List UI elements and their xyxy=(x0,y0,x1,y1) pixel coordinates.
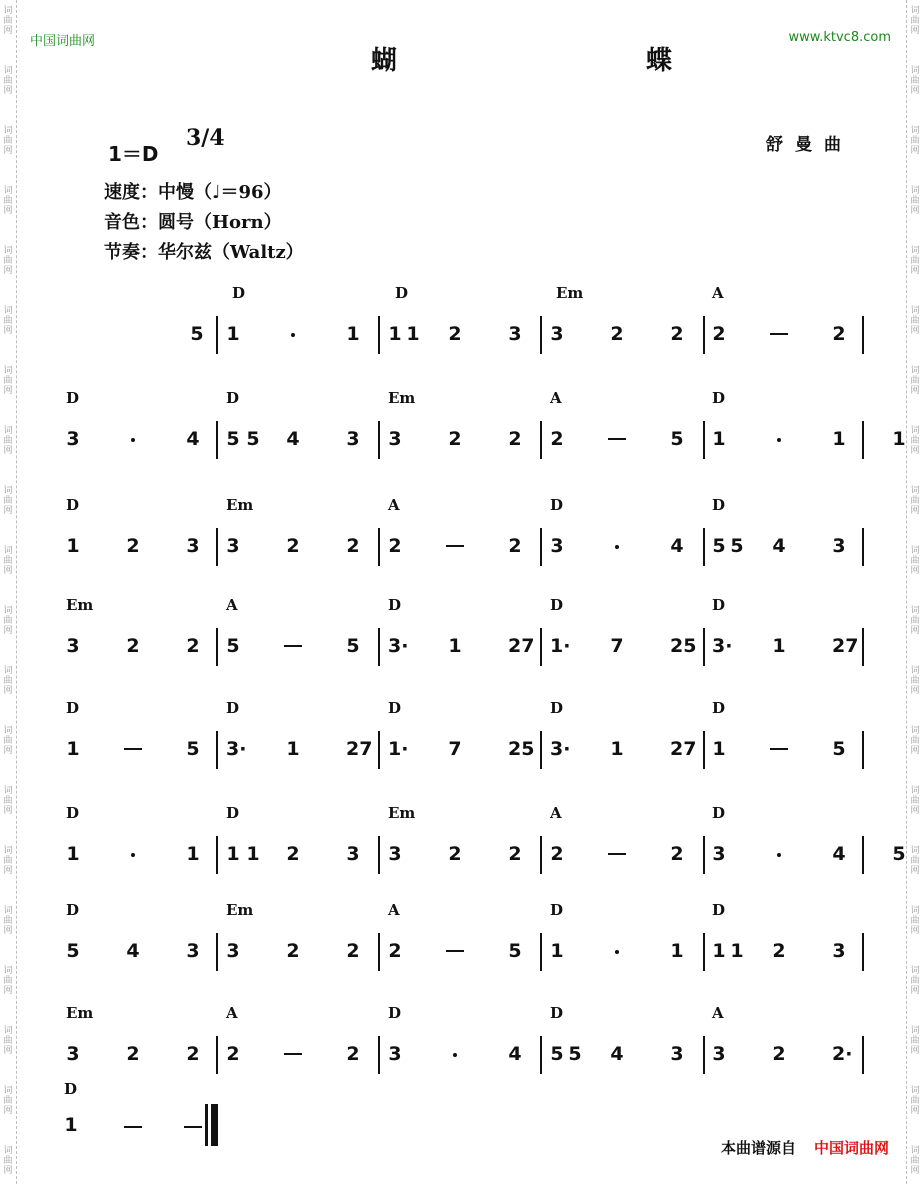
chord-symbol: D xyxy=(226,389,240,407)
bar-line xyxy=(540,421,542,459)
bar-line xyxy=(216,731,218,769)
bar-line xyxy=(540,528,542,566)
bar-line xyxy=(862,836,864,874)
bar-line xyxy=(378,528,380,566)
jianpu-note: 1 xyxy=(772,635,786,657)
chord-symbol: D xyxy=(66,389,80,407)
composer-credit: 舒曼曲 xyxy=(766,135,853,155)
margin-watermark-glyph: 词曲网 xyxy=(3,366,13,396)
chord-symbol: Em xyxy=(388,389,416,407)
jianpu-note: 1 xyxy=(286,738,300,760)
sustain-dash xyxy=(124,1126,142,1128)
bar-line xyxy=(378,421,380,459)
rhythm-info: 节奏：华尔兹（Waltz） xyxy=(104,242,304,263)
chord-symbol: D xyxy=(388,1004,402,1022)
chord-symbol: Em xyxy=(388,804,416,822)
chord-symbol: D xyxy=(66,496,80,514)
bar-line xyxy=(540,316,542,354)
jianpu-note: 2 xyxy=(550,843,564,865)
margin-watermark-glyph: 词曲网 xyxy=(910,846,920,876)
bar-line xyxy=(703,1036,705,1074)
margin-watermark-glyph: 词曲网 xyxy=(3,786,13,816)
chord-symbol: D xyxy=(550,496,564,514)
bar-line xyxy=(378,933,380,971)
jianpu-note: 2 xyxy=(388,940,402,962)
margin-watermark-glyph: 词曲网 xyxy=(3,66,13,96)
jianpu-note: 2 xyxy=(286,535,300,557)
sustain-dash xyxy=(446,950,464,952)
margin-watermark-glyph: 词曲网 xyxy=(3,906,13,936)
duration-dot xyxy=(131,853,135,857)
bar-line xyxy=(540,836,542,874)
margin-watermark-glyph: 词曲网 xyxy=(910,486,920,516)
jianpu-note: 1· xyxy=(550,635,571,657)
chord-symbol: D xyxy=(226,804,240,822)
bar-line xyxy=(862,731,864,769)
jianpu-note: 1 xyxy=(712,428,726,450)
jianpu-note: 5 xyxy=(712,535,726,557)
sustain-dash xyxy=(770,748,788,750)
margin-watermark-glyph: 词曲网 xyxy=(3,6,13,36)
jianpu-note: 2 xyxy=(226,1043,240,1065)
jianpu-note: 5 xyxy=(832,738,846,760)
bar-line xyxy=(703,731,705,769)
bar-line xyxy=(216,933,218,971)
duration-dot xyxy=(615,950,619,954)
jianpu-note: 1 xyxy=(670,940,684,962)
bar-line xyxy=(378,1036,380,1074)
chord-symbol: D xyxy=(712,901,726,919)
jianpu-note: 1 xyxy=(550,940,564,962)
duration-dot xyxy=(453,1053,457,1057)
jianpu-note: 1 xyxy=(448,635,462,657)
jianpu-note: 2 xyxy=(610,323,624,345)
bar-line xyxy=(862,628,864,666)
jianpu-note: 3 xyxy=(670,1043,684,1065)
jianpu-note: 5 xyxy=(508,940,522,962)
jianpu-note: 7 xyxy=(610,635,624,657)
left-margin-strip xyxy=(0,0,17,1184)
chord-symbol: D xyxy=(550,699,564,717)
tempo-info: 速度：中慢（♩＝96） xyxy=(104,182,282,203)
jianpu-note: 3 xyxy=(186,535,200,557)
jianpu-note: 2 xyxy=(772,1043,786,1065)
bar-line xyxy=(703,933,705,971)
margin-watermark-glyph: 词曲网 xyxy=(3,426,13,456)
chord-symbol: D xyxy=(712,699,726,717)
margin-watermark-glyph: 词曲网 xyxy=(3,666,13,696)
margin-watermark-glyph: 词曲网 xyxy=(910,1146,920,1176)
margin-watermark-glyph: 词曲网 xyxy=(910,606,920,636)
margin-watermark-glyph: 词曲网 xyxy=(910,906,920,936)
margin-watermark-glyph: 词曲网 xyxy=(3,846,13,876)
chord-symbol: Em xyxy=(556,284,584,302)
jianpu-note: 3 xyxy=(712,1043,726,1065)
duration-dot xyxy=(131,438,135,442)
duration-dot xyxy=(777,853,781,857)
jianpu-note: 5 xyxy=(246,428,260,450)
jianpu-note: 3· xyxy=(712,635,733,657)
jianpu-note: 27 xyxy=(832,635,859,657)
jianpu-note: 3 xyxy=(508,323,522,345)
song-title: 蝴 蝶 xyxy=(370,46,793,76)
jianpu-note: 7 xyxy=(448,738,462,760)
chord-symbol: D xyxy=(388,596,402,614)
sustain-dash xyxy=(446,545,464,547)
jianpu-note: 1 xyxy=(66,535,80,557)
jianpu-note: 3 xyxy=(388,1043,402,1065)
margin-watermark-glyph: 词曲网 xyxy=(3,126,13,156)
bar-line xyxy=(703,628,705,666)
final-bar-thin xyxy=(205,1104,208,1146)
jianpu-note: 2 xyxy=(126,1043,140,1065)
sustain-dash xyxy=(608,853,626,855)
site-name-left[interactable]: 中国词曲网 xyxy=(30,34,96,49)
margin-watermark-glyph: 词曲网 xyxy=(3,306,13,336)
key-signature: 1＝D xyxy=(108,142,159,166)
jianpu-note: 5 xyxy=(730,535,744,557)
chord-symbol: D xyxy=(395,284,409,302)
chord-symbol: D xyxy=(712,496,726,514)
jianpu-note: 5 xyxy=(670,428,684,450)
jianpu-note: 2 xyxy=(346,1043,360,1065)
right-margin-strip xyxy=(906,0,923,1184)
chord-symbol: D xyxy=(550,901,564,919)
jianpu-note: 2· xyxy=(832,1043,853,1065)
jianpu-note: 3 xyxy=(832,940,846,962)
site-url-right[interactable]: www.ktvc8.com xyxy=(788,30,891,45)
jianpu-note: 4 xyxy=(186,428,200,450)
jianpu-note: 3 xyxy=(346,843,360,865)
jianpu-note: 25 xyxy=(508,738,535,760)
jianpu-note: 3 xyxy=(66,428,80,450)
bar-line xyxy=(378,628,380,666)
jianpu-note: 2 xyxy=(186,635,200,657)
chord-symbol: D xyxy=(66,699,80,717)
chord-symbol: D xyxy=(550,596,564,614)
chord-symbol: D xyxy=(64,1080,78,1098)
sustain-dash xyxy=(284,645,302,647)
jianpu-note: 2 xyxy=(670,843,684,865)
bar-line xyxy=(216,1036,218,1074)
margin-watermark-glyph: 词曲网 xyxy=(910,786,920,816)
jianpu-note: 1· xyxy=(388,738,409,760)
margin-watermark-glyph: 词曲网 xyxy=(910,6,920,36)
bar-line xyxy=(862,1036,864,1074)
jianpu-note: 4 xyxy=(286,428,300,450)
margin-watermark-glyph: 词曲网 xyxy=(3,966,13,996)
jianpu-note: 2 xyxy=(508,843,522,865)
chord-symbol: A xyxy=(388,901,400,919)
jianpu-note: 3· xyxy=(388,635,409,657)
jianpu-note: 25 xyxy=(670,635,697,657)
jianpu-note: 3 xyxy=(712,843,726,865)
chord-symbol: D xyxy=(388,699,402,717)
jianpu-note: 2 xyxy=(448,323,462,345)
margin-watermark-glyph: 词曲网 xyxy=(910,1086,920,1116)
jianpu-note: 4 xyxy=(772,535,786,557)
margin-watermark-glyph: 词曲网 xyxy=(910,726,920,756)
jianpu-note: 1 xyxy=(406,323,420,345)
margin-watermark-glyph: 词曲网 xyxy=(910,66,920,96)
chord-symbol: D xyxy=(226,699,240,717)
jianpu-note: 5 xyxy=(346,635,360,657)
chord-symbol: D xyxy=(712,596,726,614)
bar-line xyxy=(216,836,218,874)
bar-line xyxy=(862,933,864,971)
final-bar-thick xyxy=(211,1104,218,1146)
jianpu-note: 3 xyxy=(66,635,80,657)
bar-line xyxy=(378,836,380,874)
margin-watermark-glyph: 词曲网 xyxy=(910,666,920,696)
bar-line xyxy=(862,316,864,354)
margin-watermark-glyph: 词曲网 xyxy=(3,1026,13,1056)
jianpu-note: 2 xyxy=(832,323,846,345)
jianpu-note: 4 xyxy=(610,1043,624,1065)
bar-line xyxy=(378,731,380,769)
bar-line xyxy=(703,836,705,874)
jianpu-note: 1 xyxy=(730,940,744,962)
bar-line xyxy=(216,628,218,666)
jianpu-note: 2 xyxy=(186,1043,200,1065)
margin-watermark-glyph: 词曲网 xyxy=(910,426,920,456)
chord-symbol: D xyxy=(712,389,726,407)
time-signature: 3/4 xyxy=(186,125,225,151)
sustain-dash xyxy=(184,1126,202,1128)
bar-line xyxy=(862,421,864,459)
margin-watermark-glyph: 词曲网 xyxy=(910,126,920,156)
chord-symbol: Em xyxy=(66,596,94,614)
margin-watermark-glyph: 词曲网 xyxy=(910,366,920,396)
footer-source xyxy=(721,1137,889,1158)
chord-symbol: D xyxy=(232,284,246,302)
jianpu-note: 2 xyxy=(712,323,726,345)
bar-line xyxy=(540,628,542,666)
bar-line xyxy=(703,316,705,354)
chord-symbol: A xyxy=(226,596,238,614)
jianpu-note: 1 xyxy=(246,843,260,865)
sustain-dash xyxy=(608,438,626,440)
timbre-info: 音色：圆号（Horn） xyxy=(104,212,282,233)
margin-watermark-glyph: 词曲网 xyxy=(3,726,13,756)
jianpu-note: 3 xyxy=(346,428,360,450)
jianpu-note: 3 xyxy=(550,535,564,557)
jianpu-note: 1 xyxy=(226,323,240,345)
chord-symbol: D xyxy=(66,804,80,822)
jianpu-note: 2 xyxy=(126,635,140,657)
jianpu-note: 5 xyxy=(66,940,80,962)
chord-symbol: A xyxy=(550,804,562,822)
jianpu-note: 4 xyxy=(832,843,846,865)
margin-watermark-glyph: 词曲网 xyxy=(910,186,920,216)
jianpu-note: 27 xyxy=(346,738,373,760)
jianpu-note: 3 xyxy=(832,535,846,557)
jianpu-note: 5 xyxy=(190,323,204,345)
chord-symbol: A xyxy=(550,389,562,407)
jianpu-note: 2 xyxy=(550,428,564,450)
bar-line xyxy=(703,421,705,459)
margin-watermark-glyph: 词曲网 xyxy=(910,1026,920,1056)
jianpu-note: 1 xyxy=(610,738,624,760)
jianpu-note: 1 xyxy=(64,1114,78,1136)
chord-symbol: Em xyxy=(226,496,254,514)
bar-line xyxy=(540,1036,542,1074)
margin-watermark-glyph: 词曲网 xyxy=(3,486,13,516)
bar-line xyxy=(378,316,380,354)
jianpu-note: 1 xyxy=(892,428,906,450)
jianpu-note: 3 xyxy=(186,940,200,962)
jianpu-note: 4 xyxy=(126,940,140,962)
jianpu-note: 2 xyxy=(448,428,462,450)
bar-line xyxy=(216,316,218,354)
duration-dot xyxy=(291,333,295,337)
jianpu-note: 1 xyxy=(66,738,80,760)
jianpu-note: 4 xyxy=(508,1043,522,1065)
margin-watermark-glyph: 词曲网 xyxy=(910,966,920,996)
jianpu-note: 2 xyxy=(346,940,360,962)
jianpu-note: 1 xyxy=(388,323,402,345)
jianpu-note: 4 xyxy=(670,535,684,557)
margin-watermark-glyph: 词曲网 xyxy=(3,606,13,636)
chord-symbol: A xyxy=(388,496,400,514)
duration-dot xyxy=(777,438,781,442)
chord-symbol: A xyxy=(226,1004,238,1022)
footer-source-site[interactable]: 中国词曲网 xyxy=(813,1139,889,1157)
jianpu-note: 1 xyxy=(186,843,200,865)
chord-symbol: A xyxy=(712,1004,724,1022)
chord-symbol: D xyxy=(550,1004,564,1022)
margin-watermark-glyph: 词曲网 xyxy=(3,1146,13,1176)
jianpu-note: 3 xyxy=(226,535,240,557)
chord-symbol: A xyxy=(712,284,724,302)
jianpu-note: 2 xyxy=(670,323,684,345)
jianpu-note: 5 xyxy=(550,1043,564,1065)
jianpu-note: 3 xyxy=(388,428,402,450)
bar-line xyxy=(216,528,218,566)
bar-line xyxy=(216,421,218,459)
jianpu-note: 2 xyxy=(126,535,140,557)
sustain-dash xyxy=(770,333,788,335)
chord-symbol: D xyxy=(66,901,80,919)
sustain-dash xyxy=(124,748,142,750)
jianpu-note: 3· xyxy=(550,738,571,760)
jianpu-note: 3 xyxy=(66,1043,80,1065)
jianpu-note: 27 xyxy=(670,738,697,760)
jianpu-note: 1 xyxy=(66,843,80,865)
jianpu-note: 27 xyxy=(508,635,535,657)
jianpu-note: 3 xyxy=(226,940,240,962)
jianpu-note: 1 xyxy=(712,940,726,962)
jianpu-note: 2 xyxy=(286,940,300,962)
sustain-dash xyxy=(284,1053,302,1055)
jianpu-note: 5 xyxy=(892,843,906,865)
margin-watermark-glyph: 词曲网 xyxy=(3,246,13,276)
jianpu-note: 1 xyxy=(832,428,846,450)
chord-symbol: Em xyxy=(226,901,254,919)
jianpu-note: 2 xyxy=(508,428,522,450)
jianpu-note: 3 xyxy=(550,323,564,345)
chord-symbol: Em xyxy=(66,1004,94,1022)
jianpu-note: 5 xyxy=(186,738,200,760)
jianpu-note: 5 xyxy=(568,1043,582,1065)
jianpu-note: 1 xyxy=(226,843,240,865)
jianpu-note: 2 xyxy=(772,940,786,962)
footer-source-label: 本曲谱源自 xyxy=(720,1139,796,1157)
bar-line xyxy=(862,528,864,566)
bar-line xyxy=(540,933,542,971)
margin-watermark-glyph: 词曲网 xyxy=(910,546,920,576)
margin-watermark-glyph: 词曲网 xyxy=(3,186,13,216)
jianpu-note: 2 xyxy=(448,843,462,865)
jianpu-note: 1 xyxy=(712,738,726,760)
margin-watermark-glyph: 词曲网 xyxy=(910,246,920,276)
jianpu-note: 3 xyxy=(388,843,402,865)
bar-line xyxy=(540,731,542,769)
margin-watermark-glyph: 词曲网 xyxy=(910,306,920,336)
jianpu-note: 2 xyxy=(346,535,360,557)
chord-symbol: D xyxy=(712,804,726,822)
jianpu-note: 2 xyxy=(286,843,300,865)
margin-watermark-glyph: 词曲网 xyxy=(3,1086,13,1116)
duration-dot xyxy=(615,545,619,549)
jianpu-note: 5 xyxy=(226,428,240,450)
margin-watermark-glyph: 词曲网 xyxy=(3,546,13,576)
jianpu-note: 5 xyxy=(226,635,240,657)
jianpu-note: 2 xyxy=(388,535,402,557)
bar-line xyxy=(703,528,705,566)
jianpu-note: 2 xyxy=(508,535,522,557)
jianpu-note: 1 xyxy=(346,323,360,345)
jianpu-note: 3· xyxy=(226,738,247,760)
